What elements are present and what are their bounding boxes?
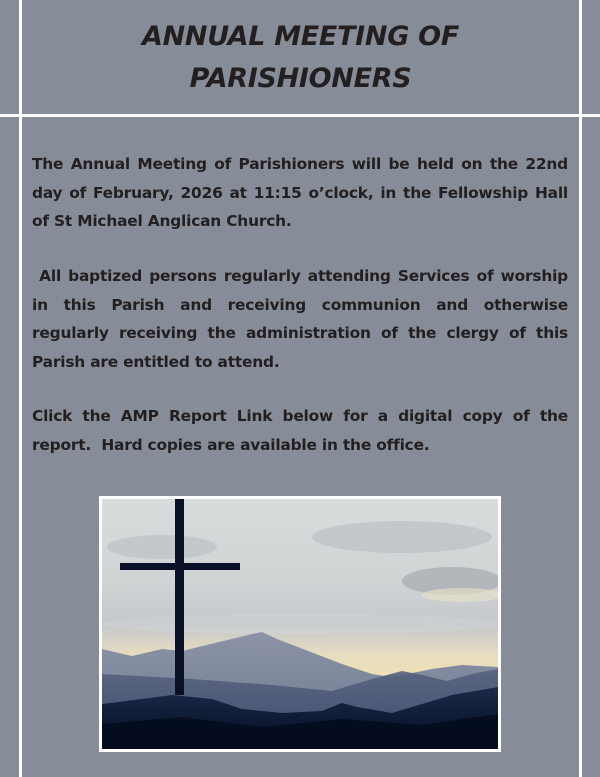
report-link-paragraph: Click the AMP Report Link below for a digital copy of the report. Hard copies are available in the office.	[32, 407, 574, 454]
eligibility-paragraph: All baptized persons regularly attending Services of worship in this Parish and receiving communion and otherwise regularly receiving the administration of the clergy of this Parish are entitled to attend.	[32, 267, 574, 371]
cross-mountain-illustration	[102, 499, 498, 749]
cross-icon	[175, 499, 184, 695]
header-divider-line	[0, 114, 600, 117]
page-title	[22, 16, 579, 100]
cross-mountain-photo	[99, 496, 501, 752]
title-line-1: ANNUAL MEETING OF	[142, 21, 459, 52]
meeting-announcement-paragraph: The Annual Meeting of Parishioners will be held on the 22nd day of February, 2026 at 11:15 o’clock, in the Fellowship Hall of St Michael Anglican Church.	[32, 155, 568, 230]
title-line-2: PARISHIONERS	[189, 63, 412, 94]
